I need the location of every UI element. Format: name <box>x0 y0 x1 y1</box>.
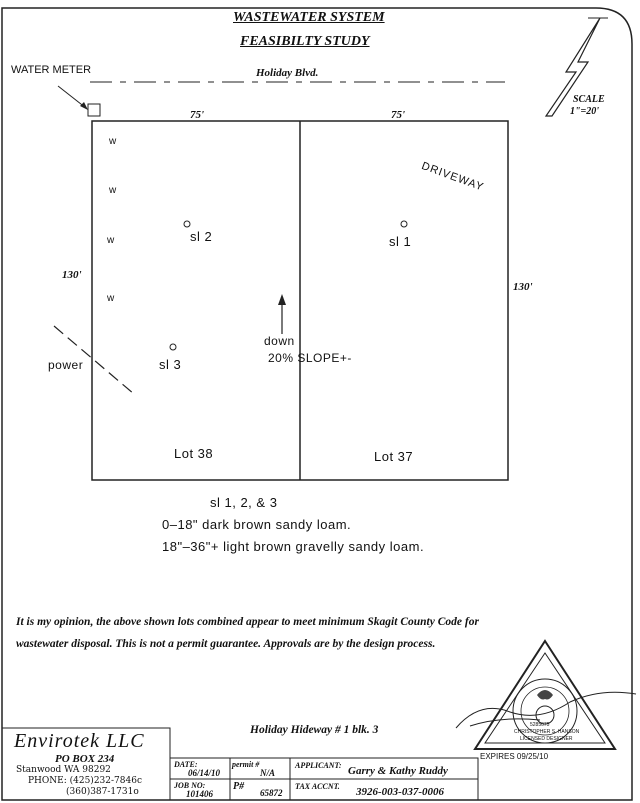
dimension-right-side: 130' <box>513 281 533 293</box>
dimension-right-top: 75' <box>391 109 406 121</box>
company-phone-1: PHONE: (425)232-7846c <box>28 776 142 786</box>
soil-notes-line-2: 18"–36"+ light brown gravelly sandy loam. <box>162 539 425 554</box>
company-city: Stanwood WA 98292 <box>16 765 111 775</box>
slope-arrowhead <box>278 294 286 305</box>
date-label: DATE: <box>174 760 198 769</box>
water-meter-arrowhead <box>80 102 88 110</box>
tax-account-value: 3926-003-037-0006 <box>356 786 444 798</box>
applicant-label: APPLICANT: <box>295 761 342 770</box>
soil-log-label-2: sl 2 <box>190 229 213 244</box>
p-value: 65872 <box>260 788 283 798</box>
job-label: JOB NO: <box>174 781 206 790</box>
p-label: P# <box>233 781 245 792</box>
applicant-value: Garry & Kathy Ruddy <box>348 765 448 777</box>
water-meter-label: WATER METER <box>11 64 92 76</box>
company-name: Envirotek LLC <box>14 730 145 752</box>
road-label: Holiday Blvd. <box>256 67 319 79</box>
opinion-line-2: wastewater disposal. This is not a permit guarantee. Approvals are by the design process. <box>16 638 436 650</box>
slope-down-label: down <box>264 334 295 348</box>
soil-notes-line-1: 0–18" dark brown sandy loam. <box>162 517 352 532</box>
title-line-2: FEASIBILTY STUDY <box>240 34 370 49</box>
slope-label: 20% SLOPE+- <box>268 351 352 365</box>
permit-label: permit # <box>232 760 260 769</box>
well-marker: w <box>109 136 117 147</box>
scale-label: SCALE <box>573 94 605 105</box>
tax-account-label: TAX ACCNT. <box>295 782 340 791</box>
power-label: power <box>48 358 84 372</box>
date-value: 06/14/10 <box>188 768 221 778</box>
opinion-line-1: It is my opinion, the above shown lots combined appear to meet minimum Skagit County Code for <box>16 616 479 628</box>
permit-value: N/A <box>260 768 276 778</box>
well-marker: w <box>107 293 115 304</box>
soil-log-marker-2 <box>184 221 190 227</box>
seal-number: 5285075 <box>530 722 550 728</box>
scale-value: 1"=20' <box>570 106 600 117</box>
seal-expires: EXPIRES 09/25/10 <box>480 752 549 761</box>
driveway-label: DRIVEWAY <box>419 160 486 194</box>
well-marker: w <box>107 235 115 246</box>
title-line-1: WASTEWATER SYSTEM <box>233 10 385 25</box>
company-phone-2: (360)387-1731o <box>66 787 139 797</box>
soil-log-marker-1 <box>401 221 407 227</box>
seal-title: LICENSED DESIGNER <box>520 736 573 742</box>
property-name: Holiday Hideway # 1 blk. 3 <box>250 724 379 736</box>
dimension-left-top: 75' <box>190 109 205 121</box>
soil-log-label-3: sl 3 <box>159 357 182 372</box>
company-po-box: PO BOX 234 <box>55 753 115 765</box>
lot-38-label: Lot 38 <box>174 446 214 461</box>
soil-notes-heading: sl 1, 2, & 3 <box>210 495 278 510</box>
dimension-left-side: 130' <box>62 269 82 281</box>
well-marker: w <box>109 185 117 196</box>
sheet-border <box>2 8 632 800</box>
job-value: 101406 <box>186 789 213 799</box>
water-meter-box <box>88 104 100 116</box>
seal-name: CHRISTOPHER S. HANSON <box>514 729 580 735</box>
soil-log-marker-3 <box>170 344 176 350</box>
soil-log-label-1: sl 1 <box>389 234 412 249</box>
lot-37-label: Lot 37 <box>374 449 414 464</box>
